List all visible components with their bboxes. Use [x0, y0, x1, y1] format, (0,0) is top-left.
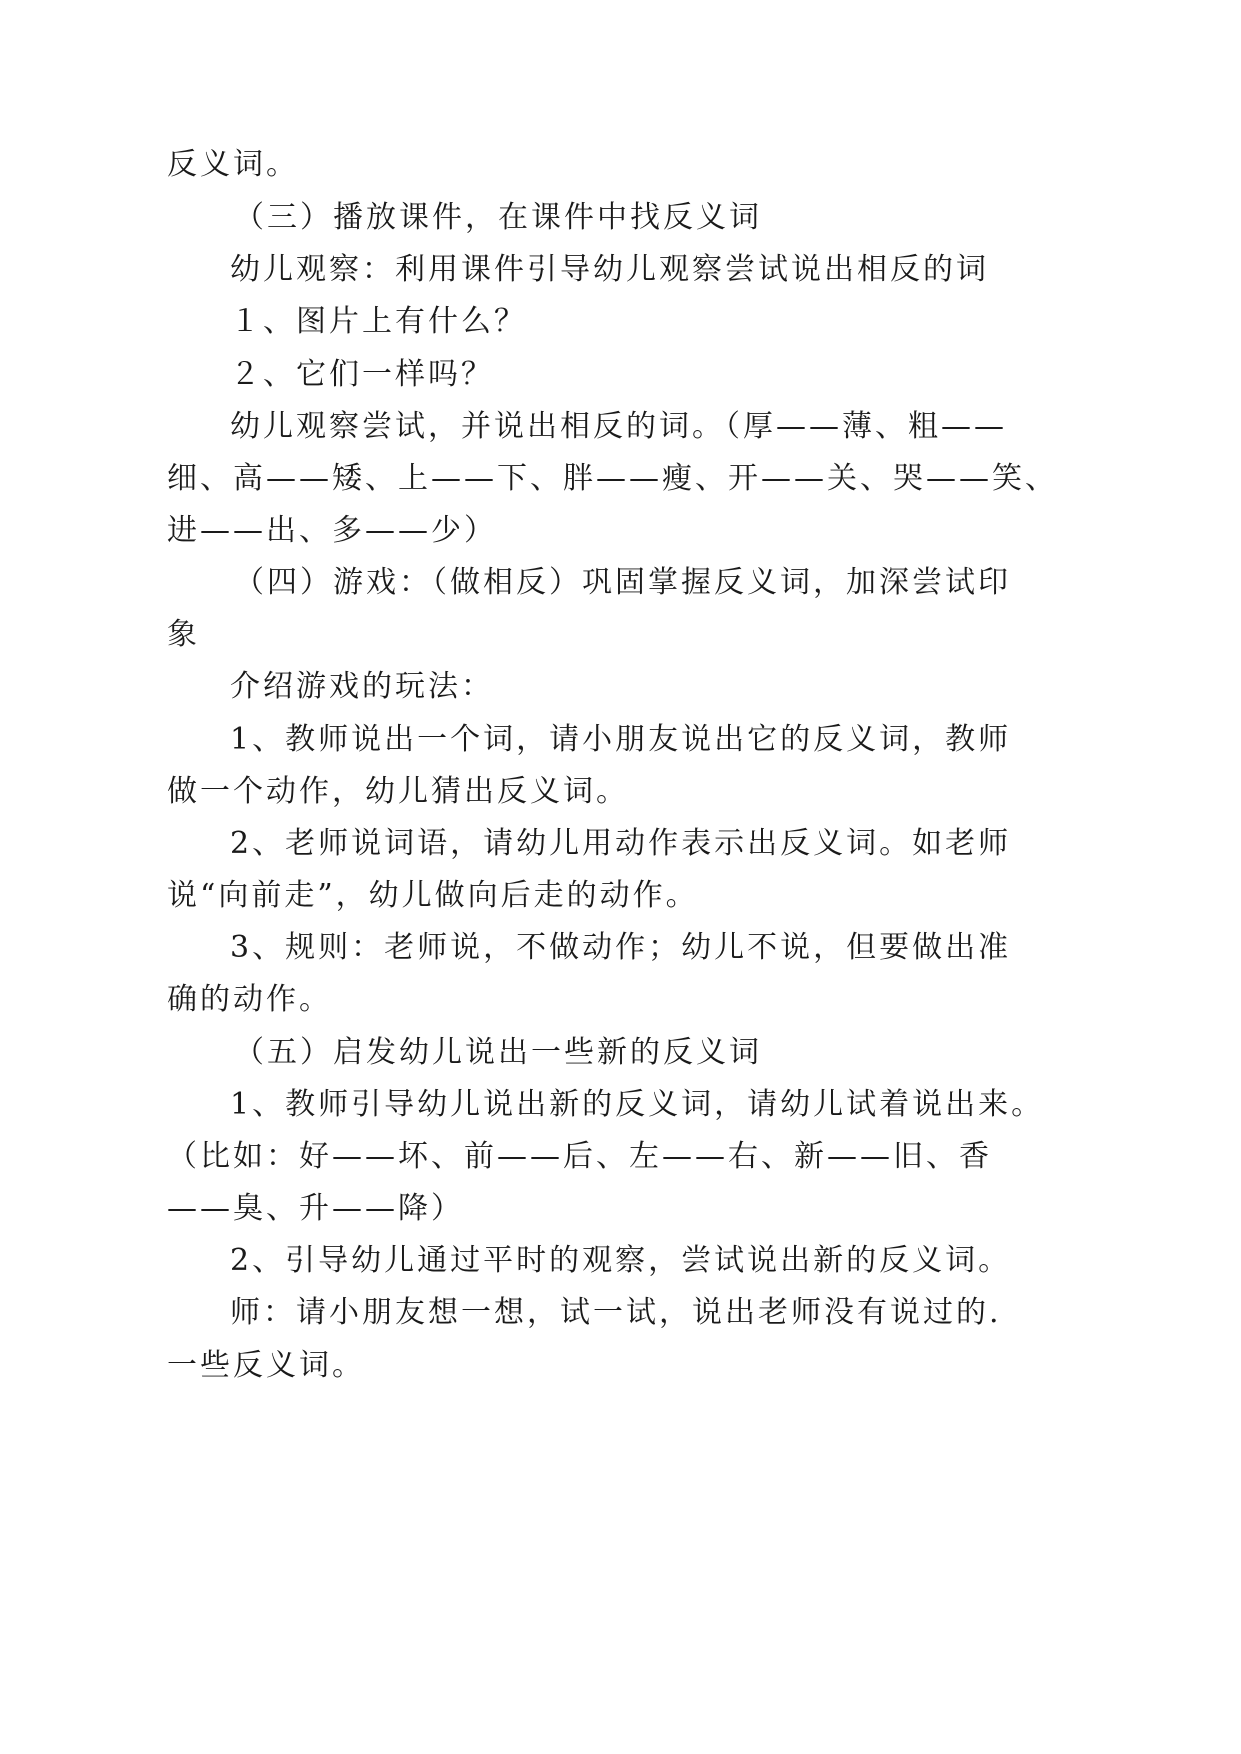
text-line-20: （比如：好——坏、前——后、左——右、新——旧、香 — [167, 1139, 992, 1174]
text-line-7: 细、高——矮、上——下、胖——瘦、开——关、哭——笑、 — [167, 461, 1058, 496]
text-line-24: 一些反义词。 — [167, 1348, 365, 1383]
step-2: 2、引导幼儿通过平时的观察，尝试说出新的反义词。 — [230, 1243, 1012, 1278]
text-line-6: 幼儿观察尝试，并说出相反的词。（厚——薄、粗—— — [230, 409, 1007, 444]
section-heading-3: （三）播放课件，在课件中找反义词 — [234, 200, 762, 235]
text-line-8: 进——出、多——少） — [167, 513, 497, 548]
text-line-13: 做一个动作，幼儿猜出反义词。 — [167, 774, 629, 809]
text-line-23: 师：请小朋友想一想，试一试，说出老师没有说过的. — [230, 1295, 1002, 1330]
text-line-3: 幼儿观察：利用课件引导幼儿观察尝试说出相反的词 — [230, 252, 989, 287]
text-line-21: ——臭、升——降） — [167, 1191, 464, 1226]
rule-1: 1、教师说出一个词，请小朋友说出它的反义词，教师 — [230, 722, 1012, 757]
text-line-11: 介绍游戏的玩法： — [230, 669, 494, 704]
section-heading-5: （五）启发幼儿说出一些新的反义词 — [234, 1035, 762, 1070]
text-line-17: 确的动作。 — [167, 982, 332, 1017]
rule-2: 2、老师说词语，请幼儿用动作表示出反义词。如老师 — [230, 826, 1012, 861]
text-line-10: 象 — [167, 617, 200, 652]
rule-3: 3、规则：老师说，不做动作；幼儿不说，但要做出准 — [230, 930, 1012, 965]
step-1: 1、教师引导幼儿说出新的反义词，请幼儿试着说出来。 — [230, 1087, 1045, 1122]
question-1: １、图片上有什么？ — [230, 304, 527, 339]
section-heading-4: （四）游戏：（做相反）巩固掌握反义词，加深尝试印 — [234, 565, 1011, 600]
question-2: ２、它们一样吗？ — [230, 357, 494, 392]
text-line-15: 说“向前走”，幼儿做向后走的动作。 — [167, 878, 699, 913]
text-line-1: 反义词。 — [167, 147, 299, 182]
